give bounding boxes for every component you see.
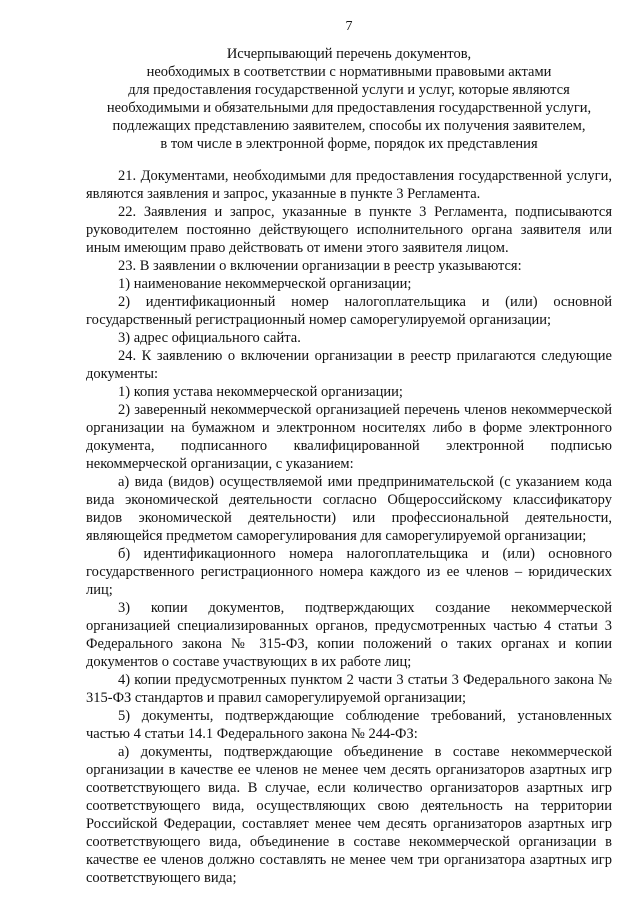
paragraph-23-item-2: 2) идентификационный номер налогоплательщика и (или) основной государственный регистрационный номер саморегулируемой организации; (86, 294, 612, 328)
paragraph-24-item-5: 5) документы, подтверждающие соблюдение требований, установленных частью 4 статьи 14.1 Федерального закона № 244-ФЗ: (86, 708, 612, 742)
paragraph-24-item-2a: а) вида (видов) осуществляемой ими предпринимательской (с указанием кода вида экономической деятельности согласно Общероссийскому классификатору видов экономической деятельности) или профессиональной деятельности, являющейся предметом саморегулирования для саморегулируемой организации; (86, 474, 612, 544)
document-body (86, 167, 612, 887)
section-heading (86, 45, 612, 153)
paragraph-24-item-2b: б) идентификационного номера налогоплательщика и (или) основного государственного регистрационного номера каждого из ее членов – юридических лиц; (86, 546, 612, 598)
heading-line: необходимыми и обязательными для предоставления государственной услуги, (106, 100, 592, 116)
paragraph-24-item-5a: а) документы, подтверждающие объединение в составе некоммерческой организации в качестве ее членов не менее чем десять организаторов азартных игр соответствующего вида. В случае, если количество организаторов азартных игр соответствующего вида, осуществляющих свою деятельность на территории Российской Федерации, составляет менее чем десять организаторов азартных игр соответствующего вида, объединение в составе некоммерческой организации в качестве ее членов должно составлять не менее чем три организатора азартных игр соответствующего вида; (86, 744, 612, 886)
heading-line: необходимых в соответствии с нормативными правовыми актами (146, 64, 552, 80)
paragraph-24-item-2: 2) заверенный некоммерческой организацией перечень членов некоммерческой организации на бумажном и электронном носителях либо в форме электронного документа, подписанного квалифицированной электронной подписью некоммерческой организации, с указанием: (86, 402, 612, 472)
paragraph-24-item-3: 3) копии документов, подтверждающих создание некоммерческой организацией специализированных органов, предусмотренных частью 4 статьи 3 Федерального закона № 315-ФЗ, копии положений о таких органах и копии документов о составе участвующих в их работе лиц; (86, 600, 612, 670)
page-number: 7 (345, 19, 353, 34)
paragraph-24-item-1: 1) копия устава некоммерческой организации; (118, 384, 403, 400)
paragraph-22: 22. Заявления и запрос, указанные в пункте 3 Регламента, подписываются руководителем постоянно действующего исполнительного органа заявителя или иным имеющим право действовать от имени этого заявителя лицом. (86, 204, 612, 256)
heading-line: в том числе в электронной форме, порядок их представления (160, 136, 538, 152)
paragraph-24-item-4: 4) копии предусмотренных пунктом 2 части 3 статьи 3 Федерального закона № 315-ФЗ стандартов и правил саморегулируемой организации; (86, 672, 612, 706)
paragraph-23-item-1: 1) наименование некоммерческой организации; (118, 276, 412, 292)
paragraph-21: 21. Документами, необходимыми для предоставления государственной услуги, являются заявления и запрос, указанные в пункте 3 Регламента. (86, 168, 612, 202)
heading-line: Исчерпывающий перечень документов, (226, 46, 472, 62)
paragraph-24: 24. К заявлению о включении организации в реестр прилагаются следующие документы: (86, 348, 612, 382)
heading-line: подлежащих представлению заявителем, способы их получения заявителем, (112, 118, 586, 134)
heading-line: для предоставления государственной услуги и услуг, которые являются (128, 82, 570, 98)
paragraph-23-item-3: 3) адрес официального сайта. (118, 330, 301, 346)
paragraph-23: 23. В заявлении о включении организации в реестр указываются: (118, 258, 522, 274)
